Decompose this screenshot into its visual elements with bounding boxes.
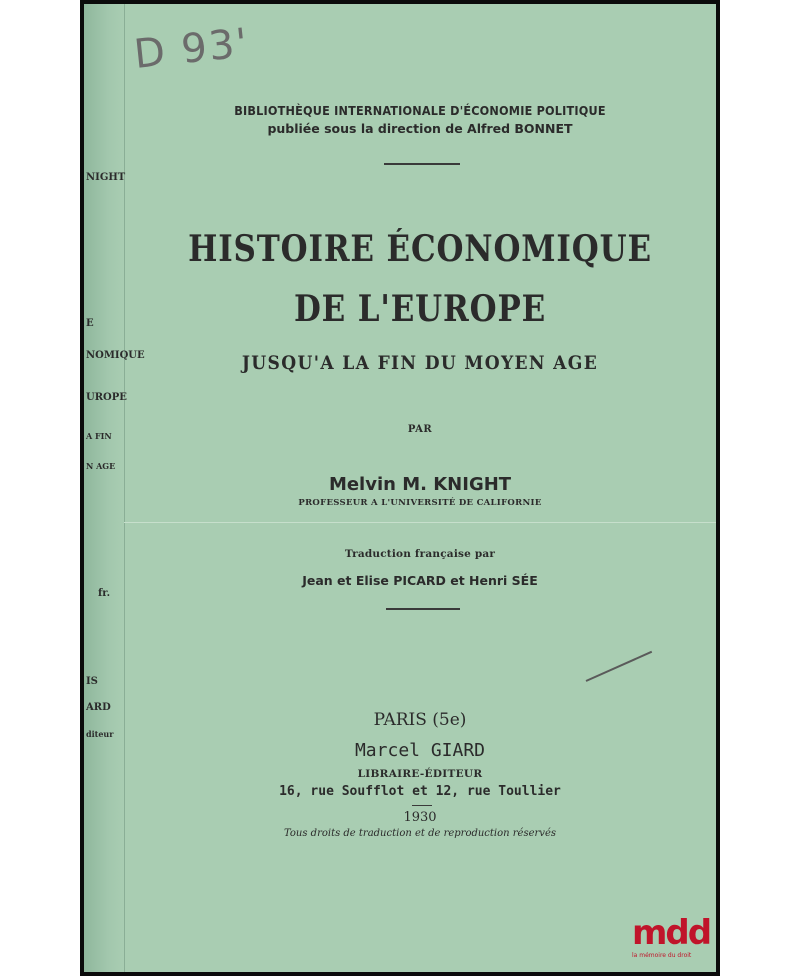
author-affiliation: PROFESSEUR A L'UNIVERSITÉ DE CALIFORNIE	[298, 498, 542, 508]
translation-label: Traduction française par	[344, 548, 496, 560]
spine-label: UROPE	[86, 392, 127, 403]
spine-label: E	[86, 318, 94, 329]
divider-year	[412, 805, 432, 806]
publisher-address: 16, rue Soufflot et 12, rue Toullier	[279, 784, 561, 799]
watermark-logo	[632, 913, 722, 972]
spine-label: NIGHT	[86, 172, 126, 183]
handwritten-note: D 93'	[131, 20, 252, 78]
divider-middle	[386, 608, 460, 610]
rights-notice: Tous droits de traduction et de reproduction réservés	[284, 828, 556, 839]
logo-tagline: la mémoire du droit	[632, 952, 692, 959]
book-title-line-2: DE L'EUROPE	[293, 288, 547, 330]
translators: Jean et Elise PICARD et Henri SÉE	[302, 573, 538, 588]
publisher-role: LIBRAIRE-ÉDITEUR	[357, 768, 483, 780]
byline-par: PAR	[407, 424, 433, 435]
book-spine	[84, 4, 125, 972]
spine-label: fr.	[98, 588, 111, 599]
imprint-city: PARIS (5e)	[373, 710, 467, 730]
spine-label: ARD	[86, 702, 111, 713]
publisher-name: Marcel GIARD	[354, 740, 486, 761]
spine-label: NOMIQUE	[86, 350, 145, 361]
cover-fold-line	[124, 522, 716, 523]
series-title: BIBLIOTHÈQUE INTERNATIONALE D'ÉCONOMIE POLITIQUE	[234, 103, 606, 118]
divider-top	[384, 163, 460, 165]
publication-year: 1930	[403, 810, 437, 825]
logo-mark: mdd	[632, 913, 711, 953]
spine-label: N AGE	[86, 461, 116, 471]
book-subtitle: JUSQU'A LA FIN DU MOYEN AGE	[241, 352, 599, 374]
spine-label: A FIN	[86, 431, 112, 441]
spine-label: diteur	[86, 729, 114, 739]
book-title-line-1: HISTOIRE ÉCONOMIQUE	[188, 228, 652, 270]
spine-label: IS	[86, 676, 98, 687]
series-editor: publiée sous la direction de Alfred BONNET	[267, 121, 573, 136]
author-name: Melvin M. KNIGHT	[328, 474, 512, 495]
